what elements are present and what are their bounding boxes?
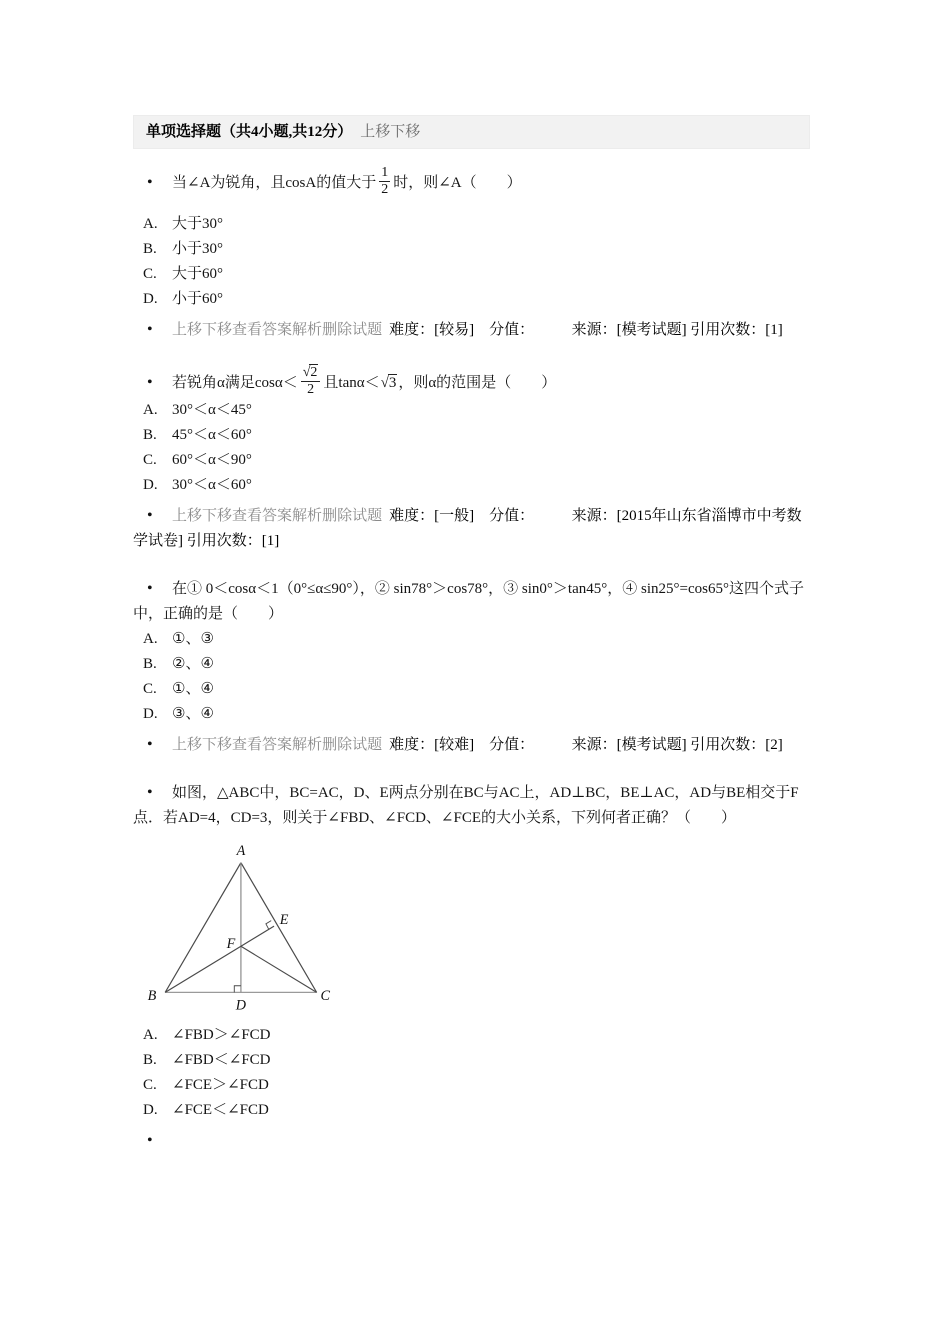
- view-answer-link[interactable]: 查看答案: [232, 737, 293, 754]
- analysis-link[interactable]: 解析: [292, 322, 323, 339]
- question-4: [133, 780, 810, 1154]
- question-1: [133, 165, 810, 343]
- bullet-icon: •: [147, 374, 153, 392]
- question-2-actions: [133, 503, 810, 554]
- sqrt-expression: √3: [380, 375, 397, 392]
- option-row-c: C. ①、④: [143, 681, 214, 698]
- vertex-label-d: D: [235, 997, 247, 1014]
- triangle-diagram: [133, 837, 346, 1019]
- option-row-d: D. ③、④: [143, 706, 214, 723]
- question-text: 在① 0＜cosα＜1（0°≤α≤90°），② sin78°＞cos78°，③ sin0°＞tan45°，④ sin25°=cos65°这四个式子中，正确的是（ ）: [133, 581, 804, 623]
- option-row-a: A. 大于30°: [143, 216, 223, 233]
- question-4-actions: [133, 1128, 810, 1154]
- option-row-c: C. 大于60°: [143, 266, 223, 283]
- side-ac: [241, 863, 317, 993]
- delete-question-link[interactable]: 删除试题: [322, 322, 383, 339]
- question-text: 如图，△ABC中，BC=AC，D、E两点分别在BC与AC上，AD⊥BC，BE⊥AC，AD与BE相交于F点．若AD=4，CD=3，则关于∠FBD、∠FCD、∠FCE的大小关系，下列何者正确？（ ）: [133, 785, 799, 827]
- view-answer-link[interactable]: 查看答案: [232, 508, 293, 525]
- option-row-b: B. ②、④: [143, 656, 214, 673]
- section-header: [133, 115, 810, 149]
- vertex-label-c: C: [320, 988, 330, 1005]
- question-meta: 难度：[一般] 分值： 来源：[2015年山东省淄博市中考数学试卷] 引用次数：[1]: [133, 508, 802, 550]
- bullet-icon: •: [147, 507, 153, 525]
- fraction: $\frac{1}{2}$: [381, 165, 389, 198]
- question-2-stem: [133, 365, 810, 398]
- segment-fc: [241, 947, 317, 993]
- bullet-icon: •: [147, 174, 153, 192]
- bullet-icon: •: [147, 784, 153, 802]
- question-2: [133, 365, 810, 554]
- view-answer-link[interactable]: 查看答案: [232, 322, 293, 339]
- question-3-actions: [133, 732, 810, 758]
- bullet-icon: •: [147, 1132, 153, 1150]
- vertex-label-f: F: [226, 936, 236, 953]
- question-1-stem: [133, 165, 810, 198]
- header-move-up-link[interactable]: 上移: [360, 124, 391, 140]
- option-row-a: A. ①、③: [143, 631, 214, 648]
- option-row-b: B. 小于30°: [143, 241, 223, 258]
- question-text: 且tanα＜: [323, 375, 380, 392]
- option-row-b: B. ∠FBD＜∠FCD: [143, 1052, 271, 1069]
- bullet-icon: •: [147, 736, 153, 754]
- question-3-stem: [133, 576, 810, 627]
- geometry-figure: [133, 837, 810, 1019]
- option-row-b: B. 45°＜α＜60°: [143, 427, 252, 444]
- move-up-link[interactable]: 上移: [172, 508, 203, 525]
- vertex-label-a: A: [236, 843, 246, 860]
- header-move-down-link[interactable]: 下移: [390, 124, 421, 140]
- bullet-icon: •: [147, 321, 153, 339]
- side-ab: [165, 863, 241, 993]
- question-3: [133, 576, 810, 758]
- question-4-stem: [133, 780, 810, 831]
- move-down-link[interactable]: 下移: [202, 737, 233, 754]
- question-text: 当∠A为锐角，且cosA的值大于: [172, 175, 377, 192]
- move-down-link[interactable]: 下移: [202, 508, 233, 525]
- move-up-link[interactable]: 上移: [172, 737, 203, 754]
- move-down-link[interactable]: 下移: [202, 322, 233, 339]
- sqrt-fraction: $\frac{√2}{2}$: [301, 365, 321, 398]
- option-row-a: A. ∠FBD＞∠FCD: [143, 1027, 271, 1044]
- altitude-be: [165, 926, 274, 992]
- question-1-actions: [133, 317, 810, 343]
- bullet-icon: •: [147, 580, 153, 598]
- question-text: 时，则∠A（ ）: [393, 175, 522, 192]
- analysis-link[interactable]: 解析: [292, 508, 323, 525]
- option-row-c: C. ∠FCE＞∠FCD: [143, 1077, 269, 1094]
- option-row-d: D. 30°＜α＜60°: [143, 477, 252, 494]
- question-meta: 难度：[较易] 分值： 来源：[模考试题] 引用次数：[1]: [389, 322, 783, 339]
- section-title: 单项选择题（共4小题,共12分）: [146, 124, 353, 140]
- vertex-label-b: B: [147, 988, 157, 1005]
- delete-question-link[interactable]: 删除试题: [322, 737, 383, 754]
- option-row-d: D. 小于60°: [143, 291, 223, 308]
- option-row-d: D. ∠FCE＜∠FCD: [143, 1102, 269, 1119]
- vertex-label-e: E: [279, 912, 289, 929]
- question-text: ，则α的范围是（ ）: [398, 375, 557, 392]
- question-text: 若锐角α满足cosα＜: [172, 375, 298, 392]
- option-row-a: A. 30°＜α＜45°: [143, 402, 252, 419]
- analysis-link[interactable]: 解析: [292, 737, 323, 754]
- question-meta: 难度：[较难] 分值： 来源：[模考试题] 引用次数：[2]: [389, 737, 783, 754]
- option-row-c: C. 60°＜α＜90°: [143, 452, 252, 469]
- delete-question-link[interactable]: 删除试题: [322, 508, 383, 525]
- right-angle-mark-d: [234, 986, 241, 993]
- move-up-link[interactable]: 上移: [172, 322, 203, 339]
